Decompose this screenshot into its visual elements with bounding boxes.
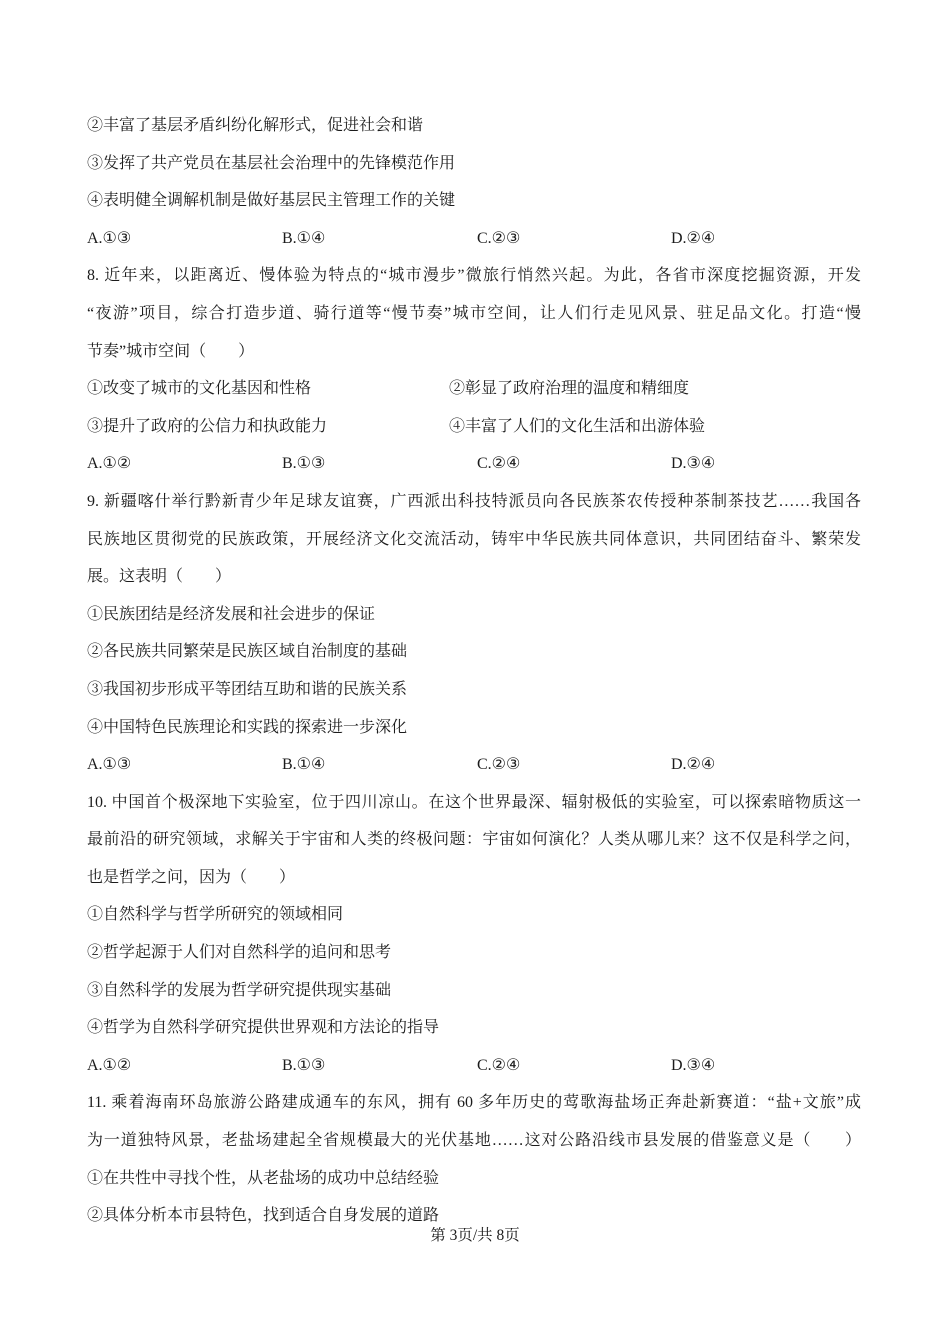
q7-option-line-3: ③发挥了共产党员在基层社会治理中的先锋模范作用: [87, 154, 456, 172]
q7-answer-a: A.①③: [87, 229, 132, 247]
q9-option-line-4: ④中国特色民族理论和实践的探索进一步深化: [87, 718, 408, 736]
q10-stem-line-2: 最前沿的研究领域，求解关于宇宙和人类的终极问题：宇宙如何演化？人类从哪儿来？这不仅是科学之问，: [87, 831, 861, 849]
q10-stem-line-1: 10. 中国首个极深地下实验室，位于四川凉山。在这个世界最深、辐射极低的实验室，可以探索暗物质这一: [87, 793, 861, 811]
q8-option-3: ③提升了政府的公信力和执政能力: [87, 417, 328, 435]
q8-option-4: ④丰富了人们的文化生活和出游体验: [449, 417, 706, 435]
q11-option-line-2: ②具体分析本市县特色，找到适合自身发展的道路: [87, 1207, 440, 1225]
q10-option-line-1: ①自然科学与哲学所研究的领域相同: [87, 906, 344, 924]
q9-option-line-3: ③我国初步形成平等团结互助和谐的民族关系: [87, 680, 408, 698]
q10-answer-d: D.③④: [671, 1056, 716, 1074]
q7-answer-c: C.②③: [477, 229, 521, 247]
q8-stem-line-3: 节奏”城市空间（ ）: [87, 342, 255, 360]
exam-content: [87, 107, 861, 1235]
q9-option-line-1: ①民族团结是经济发展和社会进步的保证: [87, 605, 376, 623]
q9-stem-line-2: 民族地区贯彻党的民族政策，开展经济文化交流活动，铸牢中华民族共同体意识，共同团结奋斗、繁荣发: [87, 530, 861, 548]
q8-stem-line-2: “夜游”项目，综合打造步道、骑行道等“慢节奏”城市空间，让人们行走见风景、驻足品文化。打造“慢: [87, 304, 861, 322]
q7-answer-b: B.①④: [282, 229, 326, 247]
q7-answer-row: [87, 220, 861, 258]
q8-answer-row: [87, 445, 861, 483]
page-footer: 第 3页/共 8页: [430, 1227, 520, 1244]
q8-option-2: ②彰显了政府治理的温度和精细度: [449, 380, 690, 398]
q10-stem-line-3: 也是哲学之问，因为（ ）: [87, 868, 296, 886]
q7-option-line-2: ②丰富了基层矛盾纠纷化解形式，促进社会和谐: [87, 117, 424, 134]
q8-option-row-1: [87, 370, 861, 408]
q10-answer-row: [87, 1047, 861, 1085]
q8-option-row-2: [87, 408, 861, 446]
q7-answer-d: D.②④: [671, 229, 716, 247]
q11-option-line-1: ①在共性中寻找个性，从老盐场的成功中总结经验: [87, 1169, 440, 1187]
q8-answer-a: A.①②: [87, 455, 132, 473]
q8-answer-c: C.②④: [477, 455, 521, 473]
q9-answer-row: [87, 746, 861, 784]
q8-stem-line-1: 8. 近年来，以距离近、慢体验为特点的“城市漫步”微旅行悄然兴起。为此，各省市深度挖掘资源，开发: [87, 267, 861, 285]
q8-answer-d: D.③④: [671, 455, 716, 473]
q8-option-1: ①改变了城市的文化基因和性格: [87, 380, 312, 398]
q10-option-line-3: ③自然科学的发展为哲学研究提供现实基础: [87, 981, 392, 999]
q9-stem-line-1: 9. 新疆喀什举行黔新青少年足球友谊赛，广西派出科技特派员向各民族茶农传授种茶制茶技艺……我国各: [87, 492, 861, 510]
q7-option-line-4: ④表明健全调解机制是做好基层民主管理工作的关键: [87, 192, 456, 210]
q9-option-line-2: ②各民族共同繁荣是民族区域自治制度的基础: [87, 643, 408, 661]
q11-stem-line-2: 为一道独特风景，老盐场建起全省规模最大的光伏基地……这对公路沿线市县发展的借鉴意义是（ ）: [87, 1132, 861, 1150]
q10-option-line-2: ②哲学起源于人们对自然科学的追问和思考: [87, 944, 392, 962]
q11-stem-line-1: 11. 乘着海南环岛旅游公路建成通车的东风，拥有 60 多年历史的莺歌海盐场正奔赴新赛道：“盐+文旅”成: [87, 1094, 861, 1112]
q10-answer-a: A.①②: [87, 1056, 132, 1074]
q9-answer-d: D.②④: [671, 756, 716, 774]
q9-answer-a: A.①③: [87, 756, 132, 774]
q8-answer-b: B.①③: [282, 455, 326, 473]
q10-answer-b: B.①③: [282, 1056, 326, 1074]
q9-stem-line-3: 展。这表明（ ）: [87, 568, 232, 586]
q9-answer-c: C.②③: [477, 756, 521, 774]
q10-option-line-4: ④哲学为自然科学研究提供世界观和方法论的指导: [87, 1019, 440, 1037]
q9-answer-b: B.①④: [282, 756, 326, 774]
q10-answer-c: C.②④: [477, 1056, 521, 1074]
